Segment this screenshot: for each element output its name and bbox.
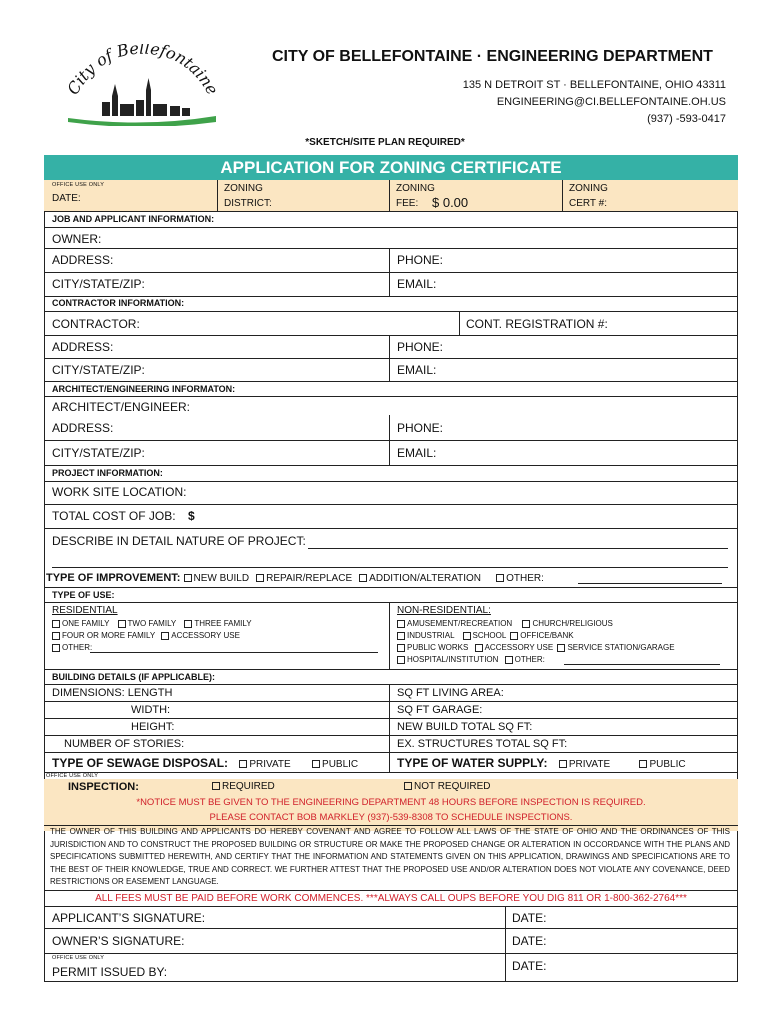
owner-date-field[interactable]: DATE: [512, 934, 547, 948]
other-line [564, 664, 720, 665]
new-build-checkbox[interactable] [184, 574, 192, 582]
option-label: PRIVATE [568, 759, 611, 770]
other-line [90, 652, 378, 653]
three-family-checkbox[interactable] [184, 620, 192, 628]
zoning-cert-sublabel: CERT #: [569, 198, 607, 209]
contractor-section-heading: CONTRACTOR INFORMATION: [52, 298, 185, 308]
option-label: OTHER: [514, 655, 545, 664]
inspection-not-required-option [404, 781, 491, 792]
option-label: PUBLIC [649, 759, 686, 770]
divider [44, 227, 738, 228]
nonresidential-options-row3 [397, 643, 675, 652]
divider [389, 684, 390, 772]
option-label: THREE FAMILY [194, 619, 252, 628]
applicant-section-heading: JOB AND APPLICANT INFORMATION: [52, 214, 215, 224]
divider [44, 718, 738, 719]
building-section-heading: BUILDING DETAILS (IF APPLICABLE): [52, 672, 215, 682]
divider [44, 504, 738, 505]
owner-city-field[interactable]: CITY/STATE/ZIP: [52, 277, 145, 291]
school-checkbox[interactable] [463, 632, 471, 640]
church-checkbox[interactable] [522, 620, 530, 628]
height-field[interactable]: HEIGHT: [131, 721, 175, 733]
sewage-private-checkbox[interactable] [239, 760, 247, 768]
option-label: PRIVATE [249, 759, 291, 770]
divider [44, 701, 738, 702]
office-use-label: OFFICE USE ONLY [52, 182, 105, 188]
residential-heading: RESIDENTIAL [52, 605, 118, 616]
owner-phone-field[interactable]: PHONE: [397, 253, 444, 267]
divider [44, 602, 738, 603]
water-public-checkbox[interactable] [639, 760, 647, 768]
description-line [308, 548, 728, 549]
width-field[interactable]: WIDTH: [131, 704, 171, 716]
new-build-sqft-field[interactable]: NEW BUILD TOTAL SQ FT: [397, 721, 533, 733]
architect-section-heading: ARCHITECT/ENGINEERING INFORMATON: [52, 384, 236, 394]
option-label: OTHER: [62, 643, 93, 652]
nonresidential-heading: NON-RESIDENTIAL: [397, 605, 491, 616]
existing-sqft-field[interactable]: EX. STRUCTURES TOTAL SQ FT: [397, 738, 568, 750]
divider [44, 587, 738, 588]
inspection-required-option [212, 781, 275, 792]
sewage-row [52, 756, 358, 770]
four-or-more-family-checkbox[interactable] [52, 632, 60, 640]
divider [44, 248, 738, 249]
divider [44, 311, 738, 312]
permit-date-field[interactable]: DATE: [512, 959, 547, 973]
other-line [578, 583, 722, 584]
fees-notice: ALL FEES MUST BE PAID BEFORE WORK COMMENCES. ***ALWAYS CALL OUPS BEFORE YOU DIG 811 OR 1-800-362-2764*** [95, 893, 687, 904]
zoning-fee-label: ZONING [396, 183, 435, 194]
owner-email-field[interactable]: EMAIL: [397, 277, 437, 291]
divider [44, 440, 738, 441]
divider [459, 311, 460, 335]
nonresidential-options-row2 [397, 631, 574, 640]
architect-address-field[interactable]: ADDRESS: [52, 421, 114, 435]
divider [217, 180, 218, 212]
work-site-location-field[interactable]: WORK SITE LOCATION: [52, 485, 187, 499]
option-label: ACCESSORY USE [484, 643, 554, 652]
option-label: AMUSEMENT/RECREATION [407, 619, 513, 628]
architect-city-field[interactable]: CITY/STATE/ZIP: [52, 446, 145, 460]
option-label: PUBLIC WORKS [407, 643, 469, 652]
sketch-requirement-note: *SKETCH/SITE PLAN REQUIRED* [305, 137, 465, 148]
applicant-date-field[interactable]: DATE: [512, 911, 547, 925]
divider [505, 906, 506, 982]
living-area-field[interactable]: SQ FT LIVING AREA: [397, 687, 504, 699]
divider [44, 335, 738, 336]
option-label: REQUIRED [222, 781, 275, 792]
public-works-checkbox[interactable] [397, 644, 405, 652]
length-field[interactable]: DIMENSIONS: LENGTH [52, 687, 173, 699]
option-label: INDUSTRIAL [407, 631, 455, 640]
stories-field[interactable]: NUMBER OF STORIES: [64, 738, 185, 750]
improvement-label: TYPE OF IMPROVEMENT: [46, 572, 181, 584]
owner-field[interactable]: OWNER: [52, 232, 102, 246]
project-section-heading: PROJECT INFORMATION: [52, 468, 163, 478]
use-section-heading: TYPE OF USE: [52, 590, 115, 600]
garage-area-field[interactable]: SQ FT GARAGE: [397, 704, 483, 716]
contractor-address-field[interactable]: ADDRESS: [52, 340, 114, 354]
divider [44, 296, 738, 297]
office-bank-checkbox[interactable] [510, 632, 518, 640]
zoning-district-sublabel: DISTRICT: [224, 198, 272, 209]
option-label: NOT REQUIRED [414, 781, 491, 792]
legal-statement: THE OWNER OF THIS BUILDING AND APPLICANTS DO HEREBY COVENANT AND AGREE TO FOLLOW ALL LAWS OF THE STATE OF OHIO AND THE ORDINANCES OF THIS JURISDICTION AND TO CONSTRUCT THE PROPOSED BUILDING OR STRUCTURE OR MAKE THE PROPOSED CHANGE OR ALTERATION IN OCCORDANCE WITH THE PLANS AND SPECIFICATIONS SUBMITTED HEREWITH, AND CERTIFY THAT THE INFORMATION AND STATEMENTS GIVEN ON THIS APPLICATION, DRAWINGS AND SPECIFICATIONS ARE TO THE BEST OF THEIR KNOWLEDGE, TRUE AND CORRECT. WE FURTHER ATTEST THAT THE PROPOSED USE AND/OR ALTERATION DOES NOT VIOLATE ANY COVENANCE, DEED RESTRICTIONS OR EASEMENT LANGUAGE. [50, 827, 730, 886]
owner-address-field[interactable]: ADDRESS: [52, 253, 114, 267]
zoning-fee-value: $ 0.00 [432, 195, 469, 210]
option-label: TWO FAMILY [127, 619, 177, 628]
total-cost-currency: $ [188, 509, 195, 523]
owner-signature-field[interactable]: OWNER’S SIGNATURE: [52, 934, 185, 948]
one-family-checkbox[interactable] [52, 620, 60, 628]
divider [44, 272, 738, 273]
divider [44, 772, 738, 773]
zoning-cert-label: ZONING [569, 183, 608, 194]
option-label: NEW BUILD [193, 573, 250, 584]
amusement-checkbox[interactable] [397, 620, 405, 628]
divider [44, 528, 738, 529]
inspection-required-checkbox[interactable] [212, 782, 220, 790]
department-phone: (937) -593-0417 [647, 113, 726, 125]
permit-issued-by-field[interactable]: PERMIT ISSUED BY: [52, 965, 168, 979]
residential-options-row2 [52, 631, 240, 640]
divider [562, 180, 563, 212]
option-label: ADDITION/ALTERATION [369, 573, 482, 584]
inspection-notice: *NOTICE MUST BE GIVEN TO THE ENGINEERING DEPARTMENT 48 HOURS BEFORE INSPECTION IS REQUIRED. [136, 797, 646, 808]
two-family-checkbox[interactable] [118, 620, 126, 628]
divider [44, 481, 738, 482]
project-description-field[interactable]: DESCRIBE IN DETAIL NATURE OF PROJECT: [52, 534, 306, 548]
service-station-checkbox[interactable] [557, 644, 565, 652]
inspection-not-required-checkbox[interactable] [404, 782, 412, 790]
permit-office-use-label: OFFICE USE ONLY [52, 955, 105, 961]
inspection-contact: PLEASE CONTACT BOB MARKLEY (937)-539-8308 TO SCHEDULE INSPECTIONS. [209, 812, 573, 823]
description-line [52, 567, 728, 568]
architect-phone-field[interactable]: PHONE: [397, 421, 444, 435]
svg-text:City of Bellefontaine: City of Bellefontaine [63, 44, 222, 98]
department-address: 135 N DETROIT ST · BELLEFONTAINE, OHIO 43311 [462, 79, 726, 91]
divider [44, 906, 738, 907]
divider [44, 669, 738, 670]
divider [44, 396, 738, 397]
contractor-registration-field[interactable]: CONT. REGISTRATION #: [466, 317, 608, 331]
option-label: OFFICE/BANK [520, 631, 574, 640]
improvement-row [46, 572, 544, 584]
total-cost-field[interactable]: TOTAL COST OF JOB: [52, 509, 176, 523]
option-label: SCHOOL [472, 631, 506, 640]
nonresidential-options-row4 [397, 655, 545, 664]
architect-field[interactable]: ARCHITECT/ENGINEER: [52, 400, 191, 414]
department-email[interactable]: ENGINEERING@CI.BELLEFONTAINE.OH.US [496, 96, 726, 108]
contractor-city-field[interactable]: CITY/STATE/ZIP: [52, 363, 145, 377]
repair-replace-checkbox[interactable] [256, 574, 264, 582]
divider [389, 180, 390, 212]
hospital-checkbox[interactable] [397, 656, 405, 664]
divider [44, 358, 738, 359]
water-label: TYPE OF WATER SUPPLY: [397, 756, 548, 770]
contractor-email-field[interactable]: EMAIL: [397, 363, 437, 377]
inspection-label: INSPECTION: [68, 781, 139, 793]
applicant-signature-field[interactable]: APPLICANT’S SIGNATURE: [52, 911, 206, 925]
divider [389, 602, 390, 669]
zoning-fee-sublabel: FEE: [396, 198, 419, 209]
option-label: SERVICE STATION/GARAGE [567, 643, 675, 652]
residential-options-row3 [52, 643, 92, 652]
option-label: ACCESSORY USE [171, 631, 240, 640]
divider [44, 381, 738, 382]
water-private-checkbox[interactable] [559, 760, 567, 768]
department-title: CITY OF BELLEFONTAINE · ENGINEERING DEPARTMENT [272, 48, 713, 65]
architect-email-field[interactable]: EMAIL: [397, 446, 437, 460]
sewage-public-checkbox[interactable] [312, 760, 320, 768]
water-row [397, 756, 686, 770]
contractor-field[interactable]: CONTRACTOR: [52, 317, 140, 331]
option-label: HOSPITAL/INSTITUTION [407, 655, 499, 664]
nonres-accessory-use-checkbox[interactable] [475, 644, 483, 652]
other-improvement-checkbox[interactable] [496, 574, 504, 582]
divider [44, 890, 738, 891]
office-date-label: DATE: [52, 193, 81, 204]
option-label: REPAIR/REPLACE [266, 573, 353, 584]
addition-alteration-checkbox[interactable] [359, 574, 367, 582]
option-label: PUBLIC [322, 759, 359, 770]
residential-other-checkbox[interactable] [52, 644, 60, 652]
option-label: FOUR OR MORE FAMILY [62, 631, 156, 640]
form-title: APPLICATION FOR ZONING CERTIFICATE [44, 155, 738, 180]
option-label: OTHER: [506, 573, 544, 584]
residential-options-row1 [52, 619, 252, 628]
option-label: ONE FAMILY [62, 619, 110, 628]
divider [44, 465, 738, 466]
industrial-checkbox[interactable] [397, 632, 405, 640]
divider [44, 953, 738, 954]
inspection-office-use-label: OFFICE USE ONLY [46, 773, 99, 779]
city-logo [62, 44, 222, 126]
divider [44, 735, 738, 736]
contractor-phone-field[interactable]: PHONE: [397, 340, 444, 354]
option-label: CHURCH/RELIGIOUS [532, 619, 613, 628]
nonres-other-checkbox[interactable] [505, 656, 513, 664]
sewage-label: TYPE OF SEWAGE DISPOSAL: [52, 756, 229, 770]
divider [44, 928, 738, 929]
accessory-use-checkbox[interactable] [161, 632, 169, 640]
divider [44, 684, 738, 685]
nonresidential-options-row1 [397, 619, 613, 628]
office-use-row [44, 180, 738, 212]
zoning-district-label: ZONING [224, 183, 263, 194]
divider [44, 752, 738, 753]
